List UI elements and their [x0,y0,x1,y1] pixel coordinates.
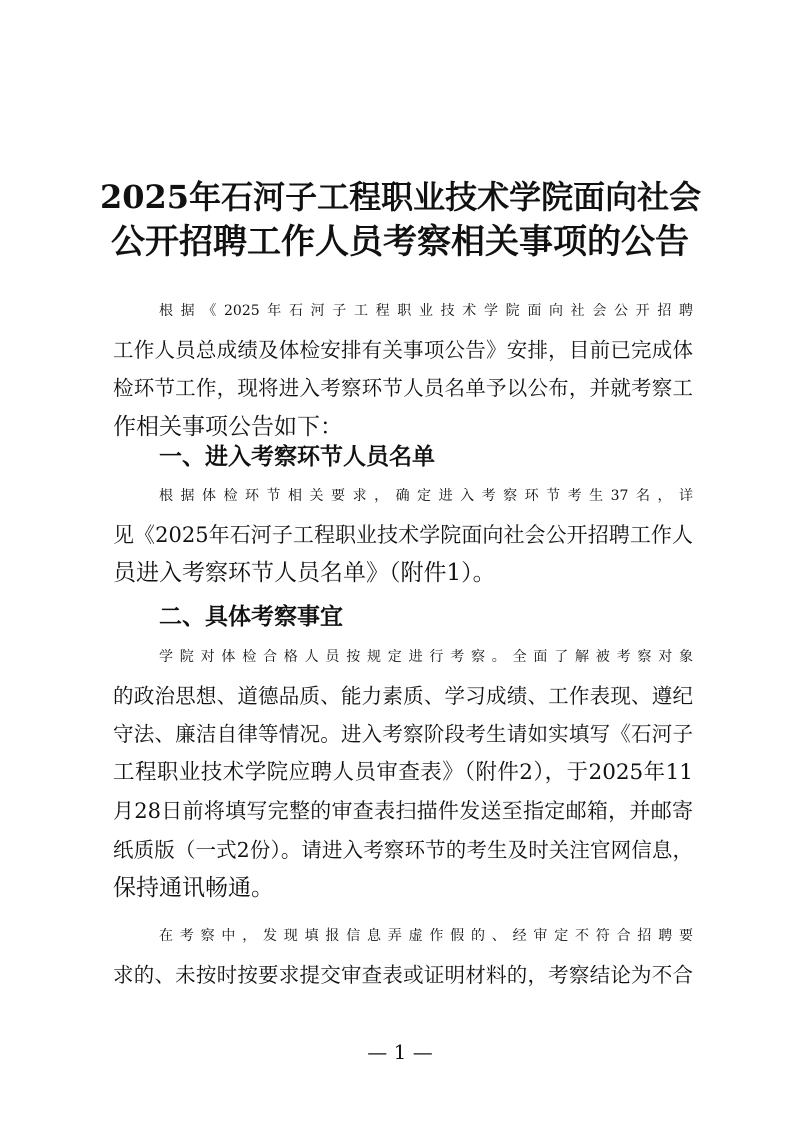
document-title-line-1: 2025年石河子工程职业技术学院面向社会 [100,178,702,216]
section-2-line: 在考察中，发现填报信息弄虚作假的、经审定不符合招聘要 [159,928,693,944]
intro-line: 作相关事项公告如下： [113,413,343,440]
section-1-line: 根据体检环节相关要求，确定进入考察环节考生37名，详 [159,488,693,504]
section-2-line: 月28日前将填写完整的审查表扫描件发送至指定邮箱，并邮寄 [113,799,693,823]
section-2-line: 工程职业技术学院应聘人员审查表》（附件2），于2025年11 [113,759,693,785]
section-2-line: 纸质版（一式2份）。请进入考察环节的考生及时关注官网信息， [113,837,693,862]
section-1-line: 员进入考察环节人员名单》（附件1）。 [113,560,496,586]
section-2-paragraph [113,638,693,908]
intro-line: 检环节工作，现将进入考察环节人员名单予以公布，并就考察工 [113,376,693,400]
document-title-line-2: 公开招聘工作人员考察相关事项的公告 [111,222,689,262]
section-1-heading: 一、进入考察环节人员名单 [159,444,435,470]
section-2-line: 的政治思想、道德品质、能力素质、学习成绩、工作表现、遵纪 [113,683,693,708]
section-2-line: 守法、廉洁自律等情况。进入考察阶段考生请如实填写《石河子 [113,722,693,746]
intro-paragraph [113,292,693,446]
section-2-line: 求的、未按时按要求提交审查表或证明材料的，考察结论为不合 [113,962,693,987]
page-number: — 1 — [367,1040,433,1064]
section-2-heading: 二、具体考察事宜 [159,604,343,630]
section-2-line: 学院对体检合格人员按规定进行考察。全面了解被考察对象 [159,649,693,665]
section-2-line: 保持通讯畅通。 [113,875,274,901]
intro-line: 根据《2025年石河子工程职业技术学院面向社会公开招聘 [159,303,693,319]
section-1-paragraph [113,477,693,593]
section-1-line: 见《2025年石河子工程职业技术学院面向社会公开招聘工作人 [113,522,693,547]
section-2-paragraph-2 [113,917,693,994]
intro-line: 工作人员总成绩及体检安排有关事项公告》安排，目前已完成体 [113,337,693,362]
